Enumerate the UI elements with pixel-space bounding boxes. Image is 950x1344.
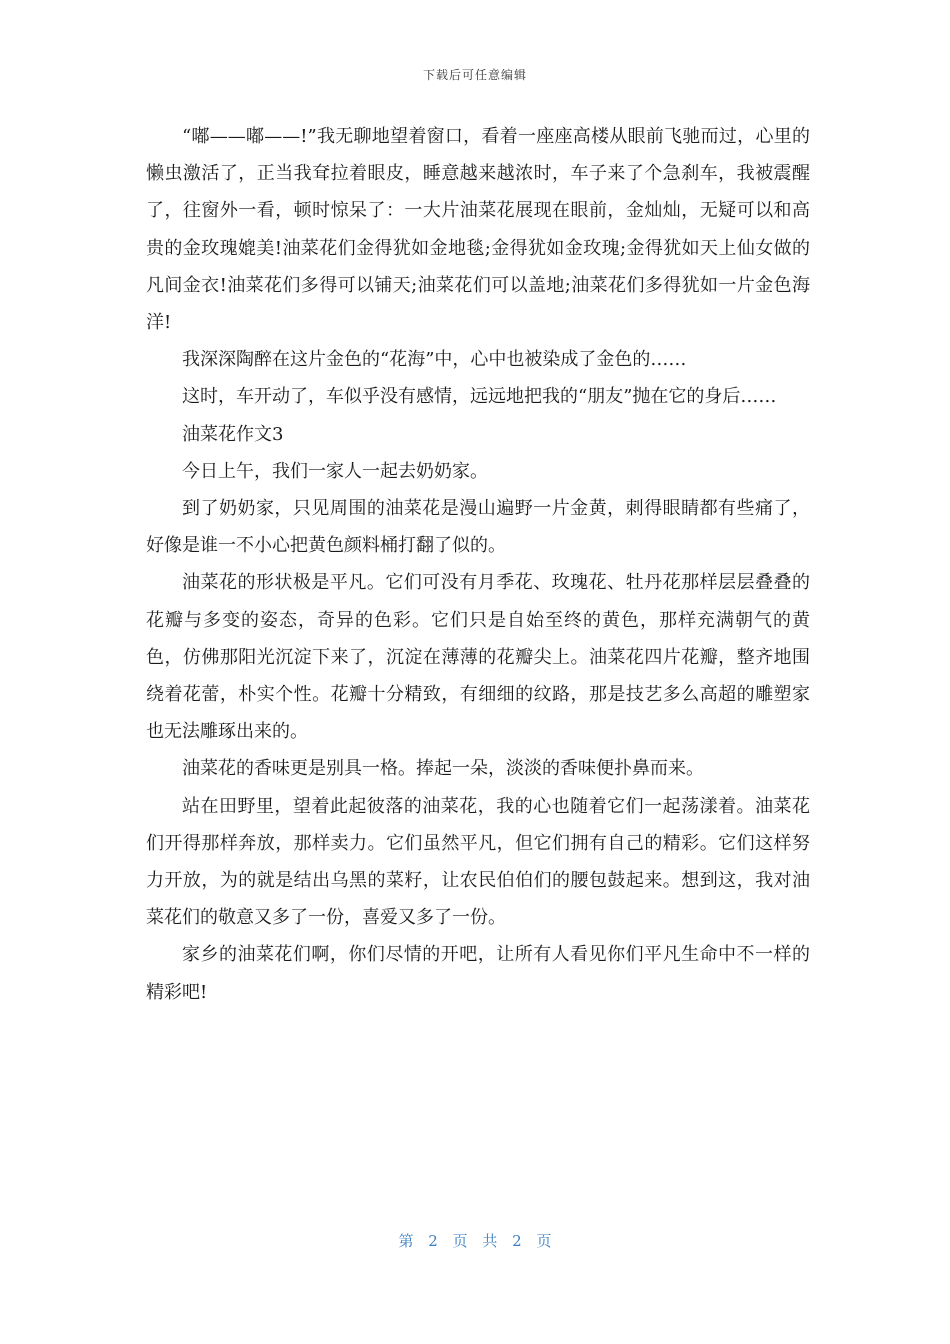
page-number-footer: 第 2 页 共 2 页 — [398, 1232, 552, 1250]
paragraph-6: 到了奶奶家，只见周围的油菜花是漫山遍野一片金黄，刺得眼睛都有些痛了，好像是谁一不小心把黄色颜料桶打翻了似的。 — [146, 498, 810, 557]
paragraph-5: 今日上午，我们一家人一起去奶奶家。 — [182, 460, 488, 482]
paragraph-8: 油菜花的香味更是别具一格。捧起一朵，淡淡的香味便扑鼻而来。 — [182, 758, 704, 780]
paragraph-9: 站在田野里，望着此起彼落的油菜花，我的心也随着它们一起荡漾着。油菜花们开得那样奔放，那样卖力。它们虽然平凡，但它们拥有自己的精彩。它们这样努力开放，为的就是结出乌黑的菜籽，让农民伯伯们的腰包鼓起来。想到这，我对油菜花们的敬意又多了一份，喜爱又多了一份。 — [146, 795, 810, 929]
paragraph-10: 家乡的油菜花们啊，你们尽情的开吧，让所有人看见你们平凡生命中不一样的精彩吧! — [146, 944, 810, 1003]
paragraph-7: 油菜花的形状极是平凡。它们可没有月季花、玫瑰花、牡丹花那样层层叠叠的花瓣与多变的姿态，奇异的色彩。它们只是自始至终的黄色，那样充满朝气的黄色，仿佛那阳光沉淀下来了，沉淀在薄薄的花瓣尖上。油菜花四片花瓣，整齐地围绕着花蕾，朴实个性。花瓣十分精致，有细细的纹路，那是技艺多么高超的雕塑家也无法雕琢出来的。 — [146, 572, 810, 743]
section-title: 油菜花作文3 — [182, 423, 284, 445]
paragraph-3: 这时，车开动了，车似乎没有感情，远远地把我的“朋友”抛在它的身后…… — [182, 386, 777, 408]
page-header: 下载后可任意编辑 — [422, 68, 527, 82]
paragraph-2: 我深深陶醉在这片金色的“花海”中，心中也被染成了金色的…… — [182, 349, 687, 371]
paragraph-1: “嘟——嘟——!”我无聊地望着窗口，看着一座座高楼从眼前飞驰而过，心里的懒虫激活了，正当我耷拉着眼皮，睡意越来越浓时，车子来了个急刹车，我被震醒了，往窗外一看，顿时惊呆了：一大片油菜花展现在眼前，金灿灿，无疑可以和高贵的金玫瑰媲美!油菜花们金得犹如金地毯;金得犹如金玫瑰;金得犹如天上仙女做的凡间金衣!油菜花们多得可以铺天;油菜花们可以盖地;油菜花们多得犹如一片金色海洋! — [146, 126, 810, 334]
document-body — [146, 118, 810, 1011]
